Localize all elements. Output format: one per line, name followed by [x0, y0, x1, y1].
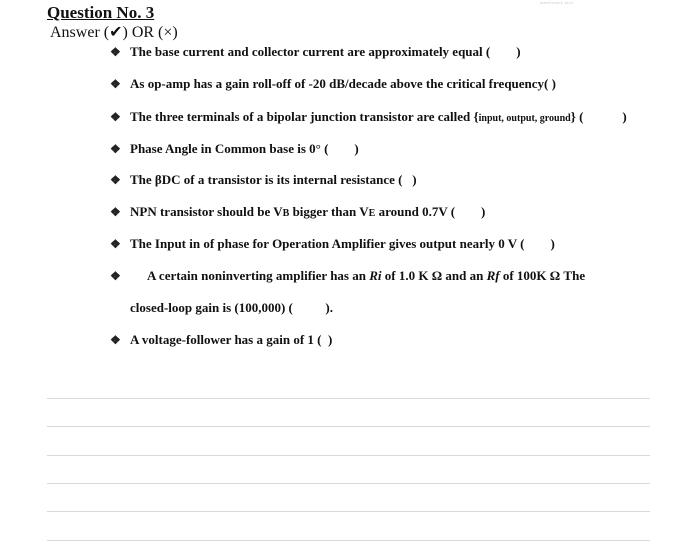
list-item-continuation: [130, 300, 333, 316]
diamond-bullet-icon: ❖: [110, 142, 121, 156]
question-text: closed-loop gain is (100,000) ( ).: [130, 300, 333, 315]
subscript-e: E: [368, 208, 376, 219]
question-text: of 100K Ω The: [499, 268, 586, 283]
question-text: around 0.7V ( ): [375, 204, 486, 219]
subscript-b: B: [282, 208, 290, 219]
question-text: bigger than V: [289, 204, 369, 219]
answer-line: [47, 540, 650, 541]
list-item: [110, 44, 521, 60]
diamond-bullet-icon: ❖: [110, 110, 121, 124]
list-item: [110, 172, 417, 188]
question-text: As op-amp has a gain roll-off of -20 dB/decade above the critical frequency( ): [130, 76, 556, 91]
rf-symbol: Rf: [486, 268, 500, 283]
top-watermark: watermark text: [540, 0, 574, 5]
question-text: } ( ): [570, 109, 627, 124]
list-item: [110, 141, 359, 157]
ri-symbol: Ri: [369, 268, 382, 283]
diamond-bullet-icon: ❖: [110, 77, 121, 91]
answer-line: [47, 426, 650, 427]
answer-line: [47, 511, 650, 512]
answer-line: [47, 483, 650, 484]
diamond-bullet-icon: ❖: [110, 205, 121, 219]
diamond-bullet-icon: ❖: [110, 269, 121, 283]
question-text: A certain noninverting amplifier has an: [147, 268, 370, 283]
answer-line: [47, 455, 650, 456]
diamond-bullet-icon: ❖: [110, 173, 121, 187]
question-text: The base current and collector current are approximately equal ( ): [130, 44, 521, 59]
question-text-small: input, output, ground: [478, 113, 571, 124]
diamond-bullet-icon: ❖: [110, 45, 121, 59]
question-text: The Input in of phase for Operation Amplifier gives output nearly 0 V ( ): [130, 236, 555, 251]
diamond-bullet-icon: ❖: [110, 333, 121, 347]
question-text: The βDC of a transistor is its internal resistance ( ): [130, 172, 417, 187]
answer-line: [47, 398, 650, 399]
list-item: [110, 236, 555, 252]
answer-instruction: Answer (✔) OR (×): [50, 24, 178, 41]
question-text: of 1.0 K Ω and an: [381, 268, 487, 283]
question-text: Phase Angle in Common base is 0° ( ): [130, 141, 359, 156]
diamond-bullet-icon: ❖: [110, 237, 121, 251]
question-text: NPN transistor should be V: [130, 204, 283, 219]
list-item: [110, 204, 485, 220]
list-item: [110, 332, 332, 348]
list-item: [110, 268, 585, 284]
list-item: [110, 109, 627, 125]
question-text: A voltage-follower has a gain of 1 ( ): [130, 332, 333, 347]
question-title: Question No. 3: [47, 3, 155, 22]
question-text: The three terminals of a bipolar junction transistor are called {: [130, 109, 479, 124]
list-item: [110, 76, 556, 92]
